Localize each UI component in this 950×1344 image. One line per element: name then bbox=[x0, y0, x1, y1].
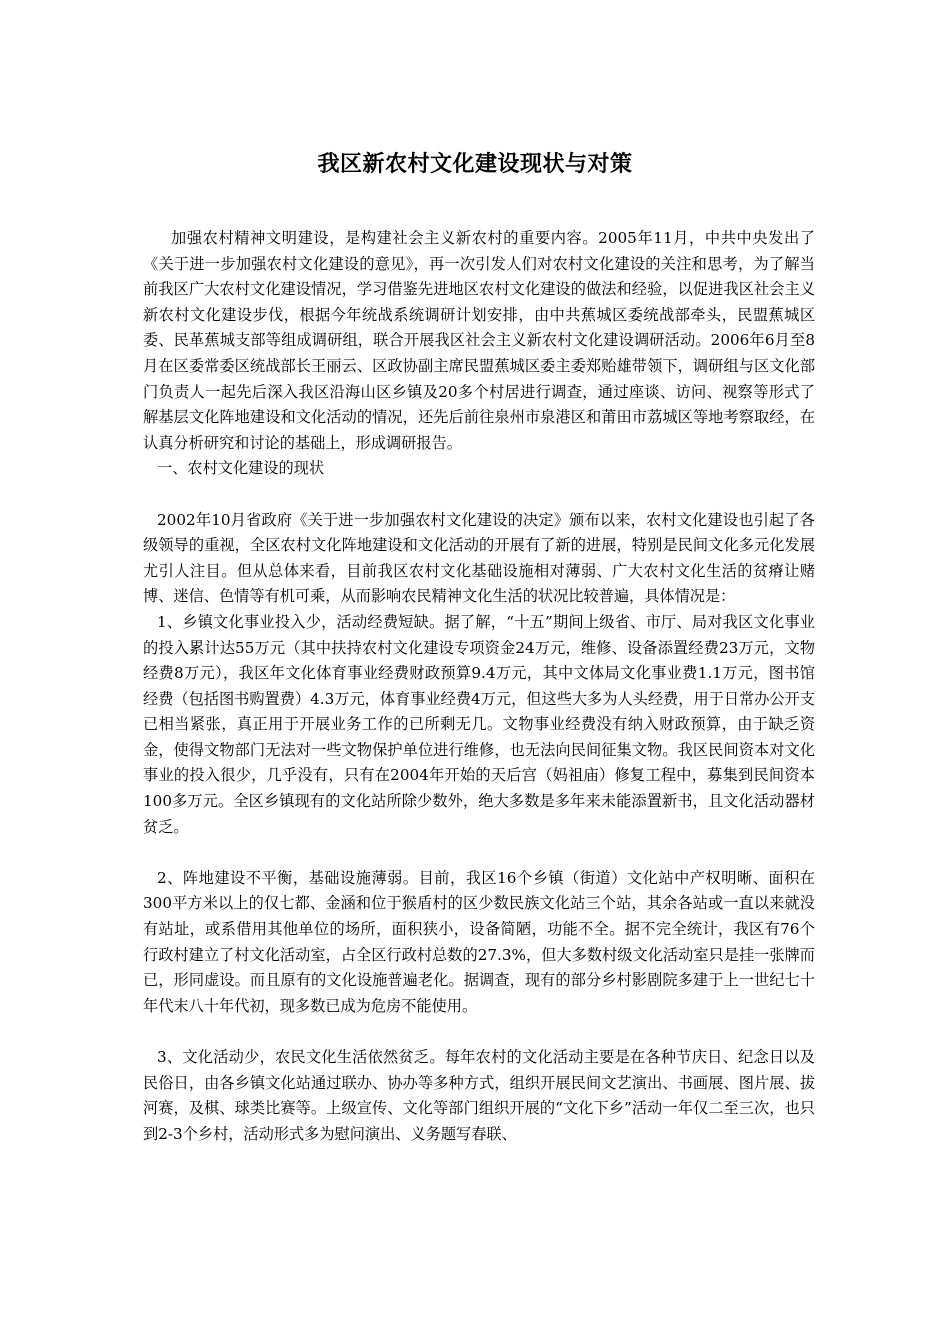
intro-paragraph: 加强农村精神文明建设，是构建社会主义新农村的重要内容。2005年11月，中共中央发出了《关于进一步加强农村文化建设的意见》，再一次引发人们对农村文化建设的关注和思考，为了解当前我区广大农村文化建设情况，学习借鉴先进地区农村文化建设的做法和经验，以促进我区社会主义新农村文化建设步伐，根据今年统战系统调研计划安排，由中共蕉城区委统战部牵头，民盟蕉城区委、民革蕉城支部等组成调研组，联合开展我区社会主义新农村文化建设调研活动。2006年6月至8月在区委常委区统战部长王丽云、区政协副主席民盟蕉城区委主委郑贻雄带领下，调研组与区文化部门负责人一起先后深入我区沿海山区乡镇及20多个村居进行调查，通过座谈、访问、视察等形式了解基层文化阵地建设和文化活动的情况，还先后前往泉州市泉港区和莆田市荔城区等地考察取经，在认真分析研究和讨论的基础上，形成调研报告。 bbox=[143, 229, 815, 452]
item-paragraph-3: 3、文化活动少，农民文化生活依然贫乏。每年农村的文化活动主要是在各种节庆日、纪念日以及民俗日，由各乡镇文化站通过联办、协办等多种方式，组织开展民间文艺演出、书画展、图片展、拔河赛，及棋、球类比赛等。上级宣传、文化等部门组织开展的“文化下乡”活动一年仅二至三次，也只到2-3个乡村，活动形式多为慰问演出、义务题写春联、 bbox=[143, 1048, 815, 1143]
spacer bbox=[143, 482, 815, 508]
document-body bbox=[143, 226, 815, 1147]
context-paragraph: 2002年10月省政府《关于进一步加强农村文化建设的决定》颁布以来，农村文化建设也引起了各级领导的重视，全区农村文化阵地建设和文化活动的开展有了新的进展，特别是民间文化多元化发展尤引人注目。但从总体来看，目前我区农村文化基础设施相对薄弱、广大农村文化生活的贫瘠让赌博、迷信、色情等有机可乘，从而影响农民精神文化生活的状况比较普遍，具体情况是： bbox=[143, 510, 815, 606]
spacer bbox=[143, 840, 815, 866]
document-title: 我区新农村文化建设现状与对策 bbox=[317, 150, 633, 177]
spacer bbox=[143, 1019, 815, 1045]
item-paragraph-2: 2、阵地建设不平衡，基础设施薄弱。目前，我区16个乡镇（街道）文化站中产权明晰、面积在300平方米以上的仅七都、金涵和位于猴盾村的区少数民族文化站三个站，其余各站或一直以来就没有站址，或系借用其他单位的场所，面积狭小，设备简陋，功能不全。据不完全统计，我区有76个行政村建立了村文化活动室，占全区行政村总数的27.3%，但大多数村级文化活动室只是挂一张牌而已，形同虚设。而且原有的文化设施普遍老化。据调查，现有的部分乡村影剧院多建于上一世纪七十年代末八十年代初，现多数已成为危房不能使用。 bbox=[143, 868, 815, 1015]
item-paragraph-1: 1、乡镇文化事业投入少，活动经费短缺。据了解，“十五”期间上级省、市厅、局对我区文化事业的投入累计达55万元（其中扶持农村文化建设专项资金24万元，维修、设备添置经费23万元，文物经费8万元），我区年文化体育事业经费财政预算9.4万元，其中文体局文化事业费1.1万元，图书馆经费（包括图书购置费）4.3万元，体育事业经费4万元，但这些大多为人头经费，用于日常办公开支已相当紧张，真正用于开展业务工作的已所剩无几。文物事业经费没有纳入财政预算，由于缺乏资金，使得文物部门无法对一些文物保护单位进行维修，也无法向民间征集文物。我区民间资本对文化事业的投入很少，几乎没有，只有在2004年开始的天后宫（妈祖庙）修复工程中，募集到民间资本100多万元。全区乡镇现有的文化站所除少数外，绝大多数是多年来未能添置新书，且文化活动器材贫乏。 bbox=[143, 612, 815, 836]
section-heading: 一、农村文化建设的现状 bbox=[157, 459, 325, 478]
